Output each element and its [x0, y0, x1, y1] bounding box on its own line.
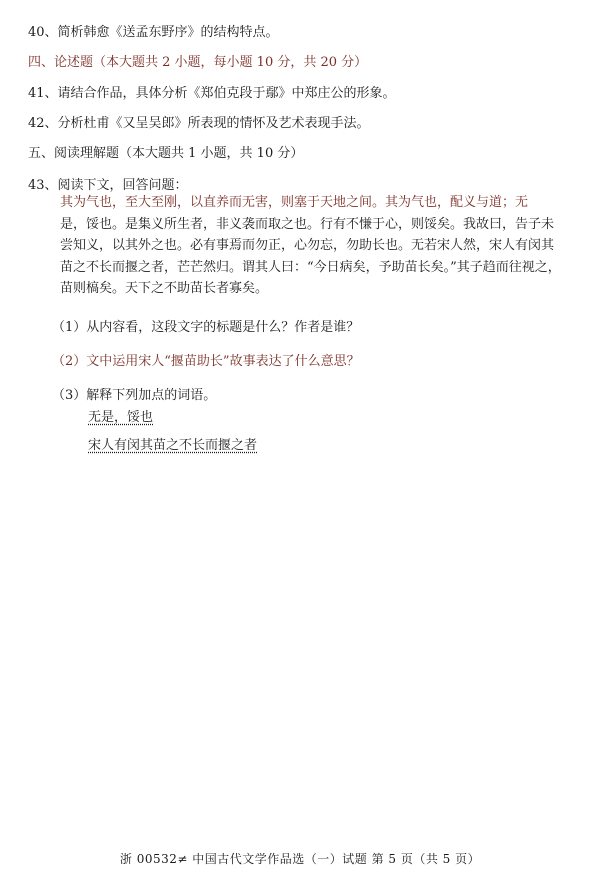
term-1: 无是，馁也: [88, 410, 154, 425]
question-43: 43、阅读下文，回答问题：: [28, 178, 188, 193]
subquestion-3: （3）解释下列加点的词语。: [52, 388, 217, 403]
question-41: 41、请结合作品，具体分析《郑伯克段于鄢》中郑庄公的形象。: [28, 86, 396, 101]
subquestion-1: （1）从内容看，这段文字的标题是什么？作者是谁？: [52, 320, 360, 335]
passage-line-1: 其为气也，至大至刚，以直养而无害，则塞于天地之间。其为气也，配义与道；无: [60, 195, 529, 210]
subquestion-2: （2）文中运用宋人“揠苗助长”故事表达了什么意思？: [52, 354, 360, 369]
passage-line-4: 苗之不长而揠之者，芒芒然归。谓其人曰：“今日病矣，予助苗长矣。”其子趋而往视之，: [60, 259, 561, 275]
question-42: 42、分析杜甫《又呈吴郎》所表现的情怀及艺术表现手法。: [28, 116, 370, 131]
page-footer: 浙 00532≠ 中国古代文学作品选（一）试题 第 5 页（共 5 页）: [119, 852, 481, 866]
passage-line-5: 苗则槁矣。天下之不助苗长者寡矣。: [60, 281, 269, 296]
section-4-heading: 四、论述题（本大题共 2 小题，每小题 10 分，共 20 分）: [28, 55, 368, 70]
term-2: 宋人有闵其苗之不长而揠之者: [88, 438, 258, 453]
passage-line-2: 是，馁也。是集义所生者，非义袭而取之也。行有不慊于心，则馁矣。我故曰，告子未: [60, 216, 555, 232]
section-5-heading: 五、阅读理解题（本大题共 1 小题，共 10 分）: [28, 146, 304, 161]
question-40: 40、简析韩愈《送孟东野序》的结构特点。: [28, 25, 279, 40]
passage-line-3: 尝知义，以其外之也。必有事焉而勿正，心勿忘，勿助长也。无若宋人然，宋人有闵其: [60, 238, 555, 253]
